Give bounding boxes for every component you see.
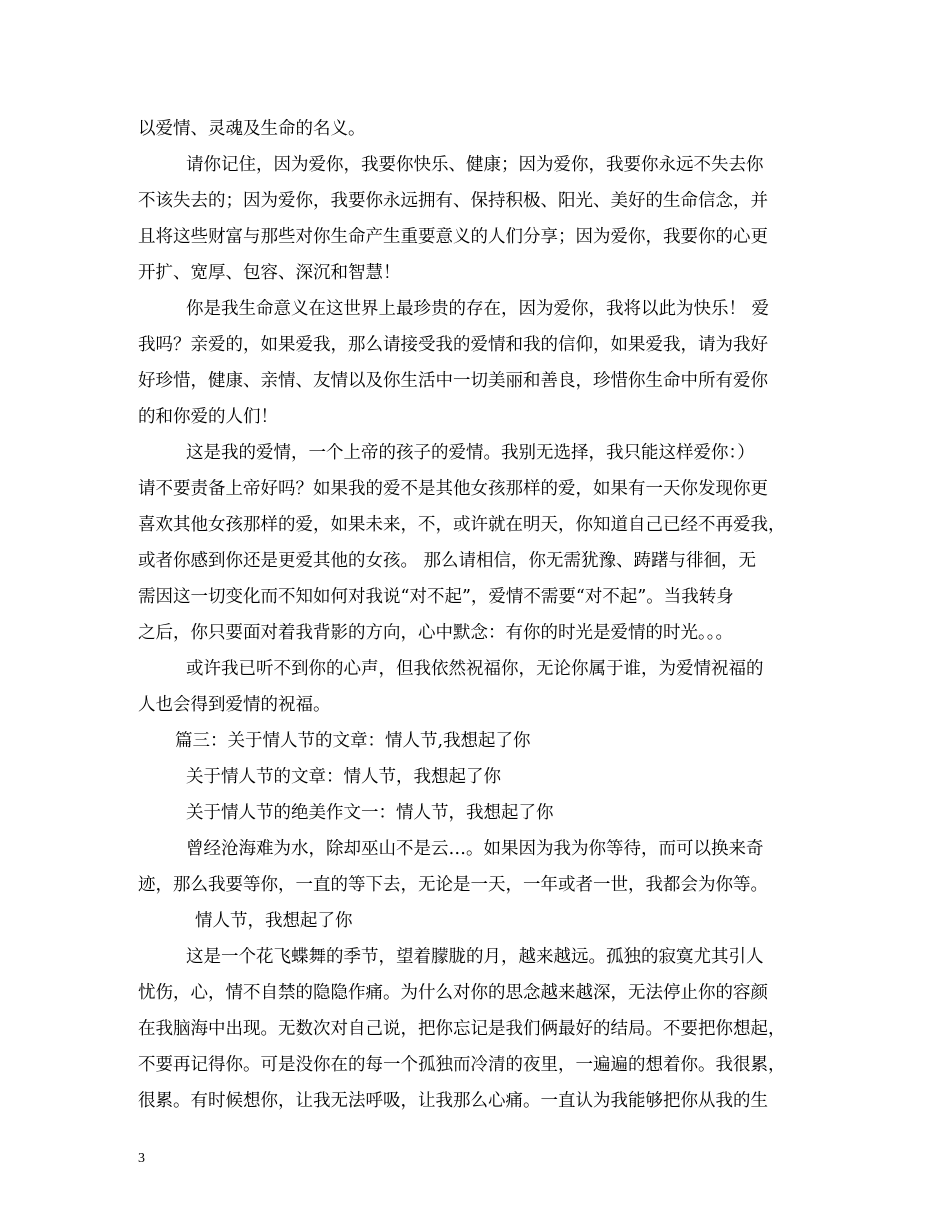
text-line: 这是一个花飞蝶舞的季节，望着朦胧的月，越来越远。孤独的寂寞尤其引人	[186, 947, 764, 967]
text-line: 请你记住，因为爱你，我要你快乐、健康；因为爱你，我要你永远不失去你	[186, 155, 764, 175]
text-line: 关于情人节的绝美作文一：情人节，我想起了你	[186, 803, 554, 823]
text-line: 忧伤，心，情不自禁的隐隐作痛。为什么对你的思念越来越深，无法停止你的容颜	[138, 983, 768, 1003]
text-line: 喜欢其他女孩那样的爱，如果未来，不，或许就在明天，你知道自己已经不再爱我，	[138, 515, 786, 535]
text-line: 关于情人节的文章：情人节，我想起了你	[186, 767, 501, 787]
text-line: 或许我已听不到你的心声，但我依然祝福你，无论你属于谁，为爱情祝福的	[186, 659, 764, 679]
text-line: 迹，那么我要等你，一直的等下去，无论是一天，一年或者一世，我都会为你等。	[138, 875, 768, 895]
text-line: 或者你感到你还是更爱其他的女孩。 那么请相信，你无需犹豫、踌躇与徘徊，无	[138, 551, 757, 571]
text-line: 曾经沧海难为水，除却巫山不是云…。如果因为我为你等待，而可以换来奇	[186, 839, 764, 859]
text-line: 人也会得到爱情的祝福。	[138, 695, 331, 715]
text-line: 开扩、宽厚、包容、深沉和智慧！	[138, 263, 401, 283]
text-line: 且将这些财富与那些对你生命产生重要意义的人们分享；因为爱你，我要你的心更	[138, 227, 768, 247]
text-line: 请不要责备上帝好吗？如果我的爱不是其他女孩那样的爱，如果有一天你发现你更	[138, 479, 768, 499]
text-line: 之后，你只要面对着我背影的方向，心中默念：有你的时光是爱情的时光。。。	[138, 623, 733, 643]
text-line: 不要再记得你。可是没你在的每一个孤独而冷清的夜里，一遍遍的想着你。我很累，	[138, 1055, 786, 1075]
page-number: 3	[138, 1151, 145, 1166]
text-line: 好珍惜，健康、亲情、友情以及你生活中一切美丽和善良，珍惜你生命中所有爱你	[138, 371, 768, 391]
text-line: 在我脑海中出现。无数次对自己说，把你忘记是我们俩最好的结局。不要把你想起，	[138, 1019, 786, 1039]
text-line: 很累。有时候想你，让我无法呼吸，让我那么心痛。一直认为我能够把你从我的生	[138, 1091, 768, 1111]
text-line: 我吗？亲爱的，如果爱我，那么请接受我的爱情和我的信仰，如果爱我，请为我好	[138, 335, 768, 355]
section-heading: 篇三：关于情人节的文章：情人节,我想起了你	[175, 731, 531, 751]
text-line: 情人节，我想起了你	[195, 911, 353, 931]
text-line: 以爱情、灵魂及生命的名义。	[138, 119, 366, 139]
text-line: 你是我生命意义在这世界上最珍贵的存在，因为爱你，我将以此为快乐！ 爱	[186, 299, 770, 319]
text-line: 需因这一切变化而不知如何对我说“对不起”，爱情不需要“对不起”。当我转身	[138, 587, 734, 607]
text-line: 这是我的爱情，一个上帝的孩子的爱情。我别无选择，我只能这样爱你：）	[186, 443, 755, 463]
text-line: 的和你爱的人们！	[138, 407, 278, 427]
text-line: 不该失去的；因为爱你，我要你永远拥有、保持积极、阳光、美好的生命信念，并	[138, 191, 768, 211]
